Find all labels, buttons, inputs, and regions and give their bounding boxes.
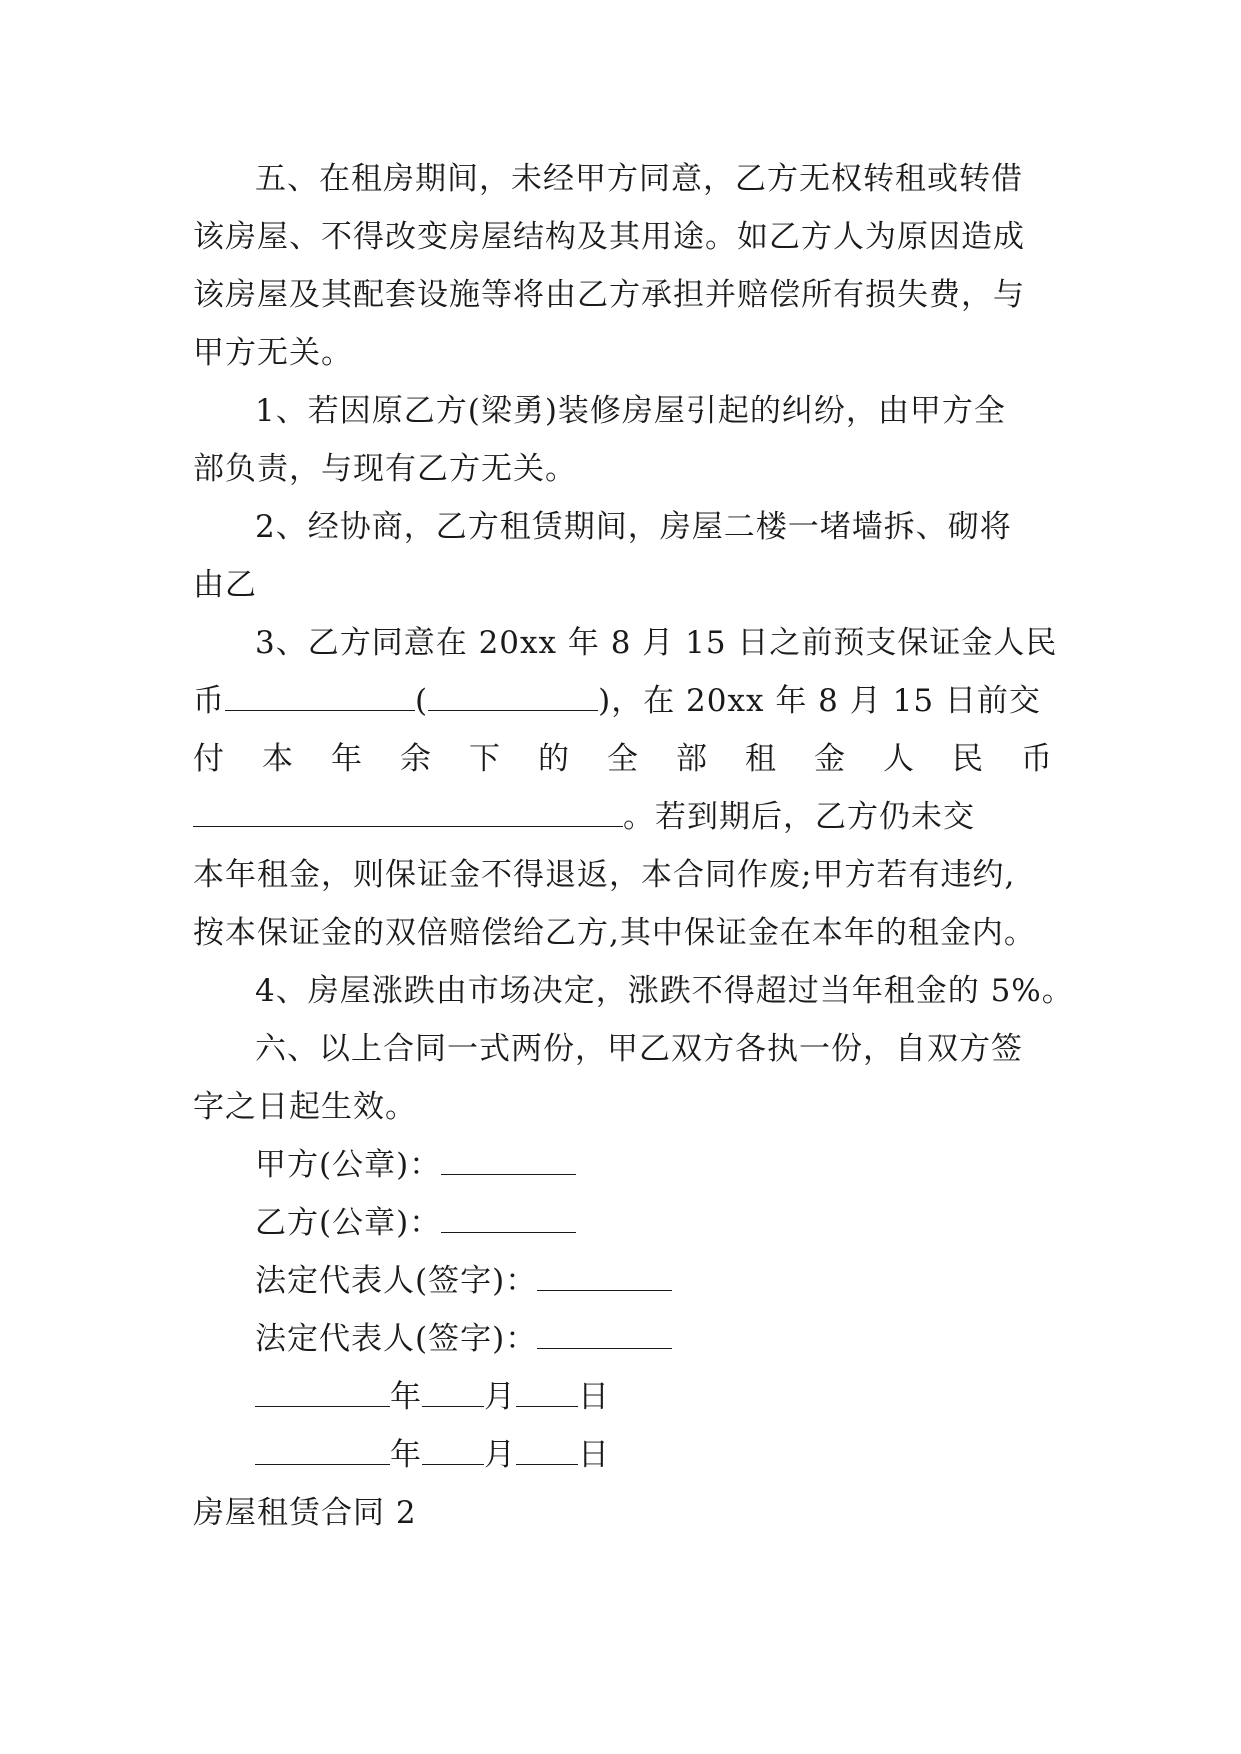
- rent-amount-blank[interactable]: [193, 802, 623, 827]
- deposit-amount-words-blank[interactable]: [428, 686, 598, 711]
- item-four: [193, 962, 1074, 1020]
- spread-char-7: 部: [676, 741, 708, 777]
- date-2-year-label: 年: [390, 1437, 422, 1473]
- party-b-seal-row: [193, 1194, 1053, 1252]
- clause-five-line-3: 该房屋及其配套设施等将由乙方承担并赔偿所有损失费，与: [193, 277, 1025, 313]
- spread-char-8: 租: [745, 741, 777, 777]
- clause-five-line-4: 甲方无关。: [193, 335, 353, 371]
- date-1-day-blank[interactable]: [516, 1382, 578, 1407]
- item-two: [193, 498, 1053, 614]
- item-three-line-4: [193, 788, 1053, 846]
- rep-a-signature-row: [193, 1252, 1053, 1310]
- clause-six-line-2: 字之日起生效。: [193, 1089, 417, 1125]
- item-three-line-5: 本年租金，则保证金不得退返，本合同作废;甲方若有违约,: [193, 857, 1016, 893]
- party-a-seal-label: 甲方(公章)：: [255, 1147, 442, 1183]
- open-paren: (: [415, 683, 429, 719]
- item-three-line-3: [193, 730, 1053, 788]
- party-a-seal-blank[interactable]: [441, 1150, 576, 1175]
- item-one-line-1: 1、若因原乙方(梁勇)装修房屋引起的纠纷，由甲方全: [255, 393, 1006, 429]
- item-four-line-1: 4、房屋涨跌由市场决定，涨跌不得超过当年租金的 5%。: [255, 973, 1074, 1009]
- date-row-2: [193, 1426, 1053, 1484]
- item-three-line-6: 按本保证金的双倍赔偿给乙方,其中保证金在本年的租金内。: [193, 915, 1036, 951]
- rep-b-signature-blank[interactable]: [537, 1324, 672, 1349]
- date-row-1: [193, 1368, 1053, 1426]
- date-2-day-blank[interactable]: [516, 1440, 578, 1465]
- deposit-amount-blank[interactable]: [225, 686, 415, 711]
- item-three: [193, 614, 1058, 962]
- clause-five-line-2: 该房屋、不得改变房屋结构及其用途。如乙方人为原因造成: [193, 219, 1025, 255]
- spread-char-2: 年: [331, 741, 363, 777]
- contract-page: [193, 150, 1074, 1542]
- party-b-seal-blank[interactable]: [441, 1208, 576, 1233]
- date-1-year-label: 年: [390, 1379, 422, 1415]
- party-a-seal-row: [193, 1136, 1053, 1194]
- rep-b-signature-row: [193, 1310, 1053, 1368]
- spread-char-0: 付: [193, 741, 225, 777]
- deposit-tail-text: )，在 20xx 年 8 月 15 日前交: [598, 683, 1041, 719]
- spread-char-11: 民: [952, 741, 984, 777]
- rep-a-signature-blank[interactable]: [537, 1266, 672, 1291]
- next-contract-title: 房屋租赁合同 2: [193, 1495, 417, 1531]
- item-two-line-1: 2、经协商，乙方租赁期间，房屋二楼一堵墙拆、砌将: [255, 509, 1012, 545]
- item-three-line-4-text: 。若到期后，乙方仍未交: [623, 799, 975, 835]
- clause-six-line-1: 六、以上合同一式两份，甲乙双方各执一份，自双方签: [255, 1031, 1023, 1067]
- rep-a-signature-label: 法定代表人(签字)：: [255, 1263, 538, 1299]
- date-1-month-label: 月: [484, 1379, 516, 1415]
- date-2-month-label: 月: [484, 1437, 516, 1473]
- item-three-line-2: [193, 672, 1053, 730]
- spread-char-5: 的: [538, 741, 570, 777]
- spread-char-4: 下: [469, 741, 501, 777]
- clause-six: [193, 1020, 1053, 1136]
- party-b-seal-label: 乙方(公章)：: [255, 1205, 442, 1241]
- date-1-year-blank[interactable]: [255, 1382, 390, 1407]
- date-2-day-label: 日: [578, 1437, 610, 1473]
- spread-char-6: 全: [607, 741, 639, 777]
- spread-char-12: 币: [1021, 741, 1053, 777]
- spread-char-3: 余: [400, 741, 432, 777]
- currency-label: 币: [193, 683, 225, 719]
- date-2-year-blank[interactable]: [255, 1440, 390, 1465]
- spread-char-9: 金: [814, 741, 846, 777]
- clause-five-line-1: 五、在租房期间，未经甲方同意，乙方无权转租或转借: [255, 161, 1023, 197]
- rep-b-signature-label: 法定代表人(签字)：: [255, 1321, 538, 1357]
- item-one: [193, 382, 1053, 498]
- item-one-line-2: 部负责，与现有乙方无关。: [193, 451, 577, 487]
- spread-char-1: 本: [262, 741, 294, 777]
- spread-char-10: 人: [883, 741, 915, 777]
- clause-five: [193, 150, 1053, 382]
- date-1-month-blank[interactable]: [422, 1382, 484, 1407]
- item-two-line-2: 由乙: [193, 567, 257, 603]
- date-1-day-label: 日: [578, 1379, 610, 1415]
- item-three-line-1: 3、乙方同意在 20xx 年 8 月 15 日之前预支保证金人民: [255, 625, 1058, 661]
- date-2-month-blank[interactable]: [422, 1440, 484, 1465]
